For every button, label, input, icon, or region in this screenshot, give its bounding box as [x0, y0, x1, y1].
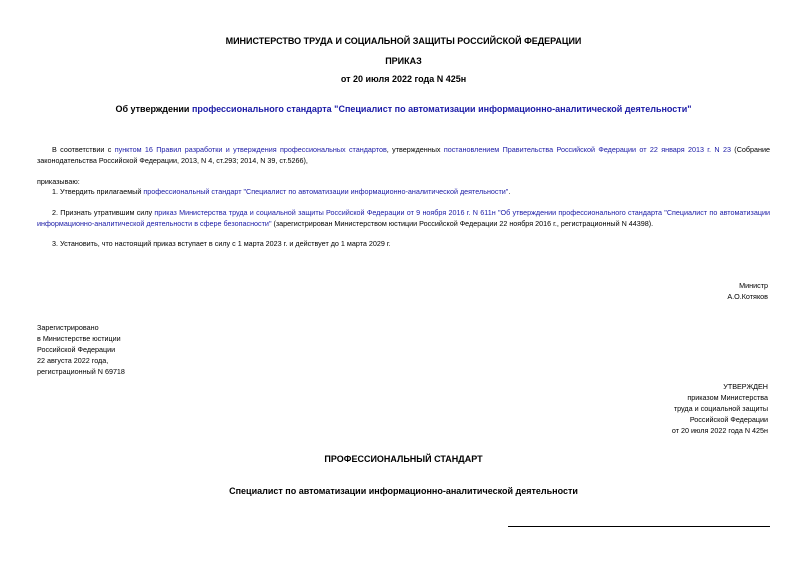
item-1	[52, 186, 770, 197]
item-3: 3. Установить, что настоящий приказ вступает в силу с 1 марта 2023 г. и действует до 1 марта 2029 г.	[52, 239, 391, 248]
paragraph-basis	[37, 144, 770, 166]
registration-line: в Министерстве юстиции	[37, 334, 121, 343]
item-2-link[interactable]: приказ Министерства труда и социальной защиты Российской Федерации от 9 ноября 2016 г. N 611н "Об утверждении профессионального стандарта "Специалист по автоматизации информационно-аналитической деятельности в сфере безопасности"	[37, 208, 770, 228]
doc-title-link[interactable]: профессионального стандарта "Специалист по автоматизации информационно-аналитической деятельности"	[191, 104, 692, 114]
approval-line: УТВЕРЖДЕН	[723, 382, 768, 391]
basis-text-3: (Собрание законодательства Российской Федерации, 2013, N 4, ст.293; 2014, N 39, ст.5266),	[37, 145, 770, 165]
item-1-end: .	[508, 187, 511, 196]
standard-heading: ПРОФЕССИОНАЛЬНЫЙ СТАНДАРТ	[324, 454, 483, 464]
approval-line: Российской Федерации	[689, 415, 768, 424]
approval-block	[570, 381, 768, 436]
item-1-link[interactable]: профессиональный стандарт "Специалист по автоматизации информационно-аналитической деятельности"	[143, 187, 509, 196]
doc-date-number: от 20 июля 2022 года N 425н	[340, 74, 467, 84]
order-word: приказываю:	[37, 177, 80, 186]
signature-position: Министр	[739, 281, 768, 290]
ministry-heading: МИНИСТЕРСТВО ТРУДА И СОЦИАЛЬНОЙ ЗАЩИТЫ РОССИЙСКОЙ ФЕДЕРАЦИИ	[225, 36, 582, 46]
doc-title	[0, 104, 807, 114]
doc-title-prefix: Об утверждении	[115, 104, 192, 114]
basis-link-resolution[interactable]: постановлением Правительства Российской Федерации от 22 января 2013 г. N 23	[443, 145, 731, 154]
basis-link-rules[interactable]: пунктом 16 Правил разработки и утверждения профессиональных стандартов	[114, 145, 387, 154]
registration-line: Российской Федерации	[37, 345, 116, 354]
item-2-text: 2. Признать утратившим силу	[52, 208, 155, 217]
registration-block	[37, 322, 125, 377]
approval-line: приказом Министерства	[687, 393, 768, 402]
doc-type: ПРИКАЗ	[385, 56, 422, 66]
approval-line: от 20 июля 2022 года N 425н	[671, 426, 768, 435]
standard-name: Специалист по автоматизации информационно-аналитической деятельности	[229, 486, 578, 496]
signature-name: А.О.Котяков	[727, 292, 768, 301]
item-2	[37, 207, 770, 229]
registration-line: регистрационный N 69718	[37, 367, 125, 376]
approval-line: труда и социальной защиты	[673, 404, 768, 413]
registration-line: Зарегистрировано	[37, 323, 99, 332]
registration-line: 22 августа 2022 года,	[37, 356, 109, 365]
divider-line	[508, 526, 770, 527]
item-2-end: (зарегистрирован Министерством юстиции Российской Федерации 22 ноября 2016 г., регистрационный N 44398).	[271, 219, 654, 228]
item-1-text: 1. Утвердить прилагаемый	[52, 187, 144, 196]
basis-text-2: , утвержденных	[386, 145, 444, 154]
basis-text-1: В соответствии с	[52, 145, 115, 154]
